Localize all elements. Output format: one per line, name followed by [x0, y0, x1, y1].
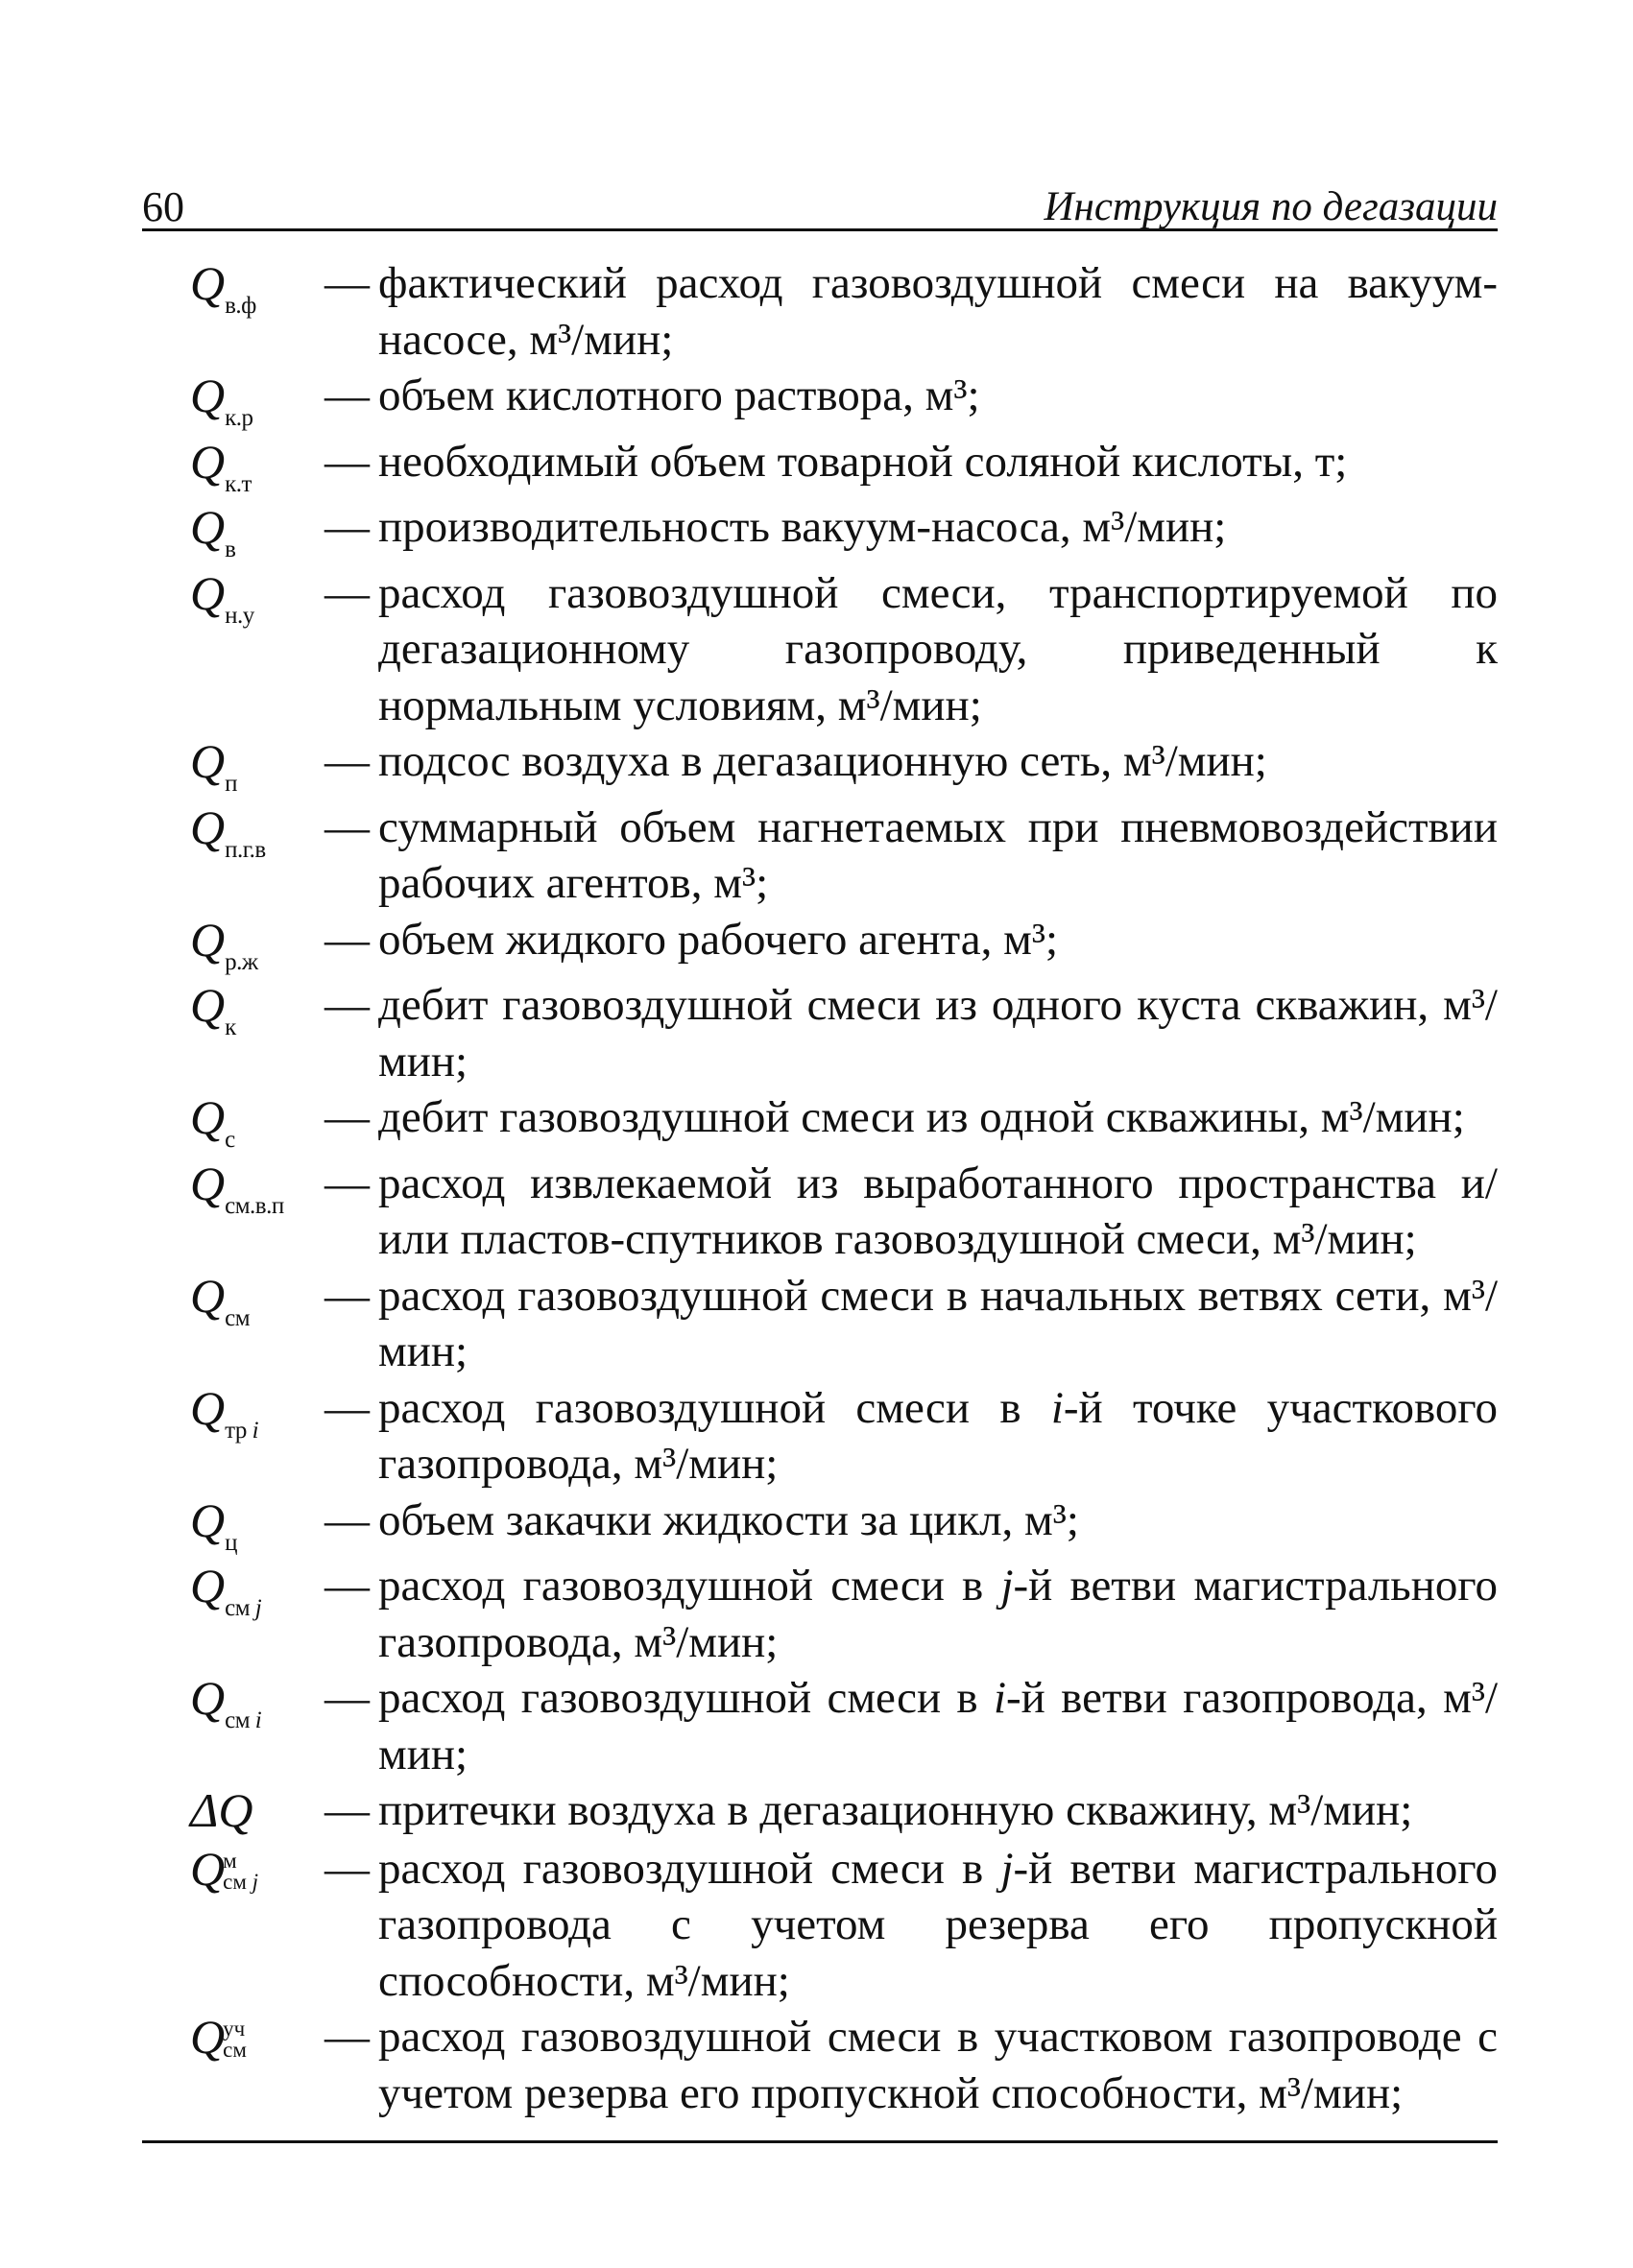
definition-row	[190, 368, 1498, 434]
symbol-subscript: см j	[225, 1595, 262, 1621]
symbol-superscript: м	[223, 1848, 237, 1873]
header-rule	[142, 228, 1498, 231]
symbol	[190, 1156, 324, 1222]
symbol-subscript: в	[225, 537, 236, 562]
symbol	[190, 977, 324, 1043]
symbol	[190, 1492, 324, 1559]
page-header	[142, 180, 1498, 234]
symbol-base: Q	[190, 1841, 226, 1896]
em-dash: —	[324, 1382, 370, 1433]
symbol-base: Q	[190, 1268, 226, 1323]
definition-row	[190, 800, 1498, 912]
symbol-subscript: п	[225, 771, 237, 797]
symbol-sup-sub	[223, 2018, 247, 2061]
symbol	[190, 499, 324, 565]
symbol-base: Q	[190, 734, 226, 788]
em-dash: —	[324, 258, 370, 308]
em-dash: —	[324, 1561, 370, 1611]
definition-row	[190, 912, 1498, 978]
symbol	[190, 368, 324, 434]
definition-text: объем кислотного раствора, м³;	[378, 370, 980, 420]
definition-row	[190, 1089, 1498, 1156]
definition-row	[190, 1670, 1498, 1782]
em-dash: —	[324, 1785, 370, 1835]
em-dash: —	[324, 1092, 370, 1142]
definition-row	[190, 1268, 1498, 1380]
symbol	[190, 1841, 324, 1899]
definition-text: расход газовоздушной смеси в i-й точке участкового газопровода, м³/мин;	[378, 1382, 1498, 1489]
em-dash: —	[324, 1270, 370, 1321]
definition-row	[190, 565, 1498, 734]
definition-text: суммарный объем нагнетаемых при пневмовоздействии рабочих агентов, м³;	[378, 801, 1498, 908]
symbol-base: Q	[190, 1671, 226, 1725]
definition-text: объем жидкого рабочего агента, м³;	[378, 914, 1059, 965]
symbol-base: Q	[190, 500, 226, 554]
em-dash: —	[324, 370, 370, 420]
definition-row	[190, 434, 1498, 500]
symbol	[190, 1380, 324, 1446]
definition-text: расход газовоздушной смеси в участковом газопроводе с учетом резерва его пропускной способности, м³/мин;	[378, 2012, 1498, 2118]
symbol	[190, 1558, 324, 1624]
em-dash: —	[324, 567, 370, 618]
symbol-base: Q	[190, 800, 226, 854]
symbol-base: Q	[190, 1492, 226, 1547]
em-dash: —	[324, 1494, 370, 1545]
definition-row	[190, 733, 1498, 800]
symbol-superscript: уч	[223, 2017, 246, 2041]
running-title: Инструкция по дегазации	[1044, 184, 1498, 229]
symbol-subscript: с	[225, 1127, 235, 1153]
symbol-subscript: см	[223, 2038, 247, 2062]
symbol-subscript: к	[225, 1015, 236, 1040]
symbol-definitions-list	[190, 255, 1498, 2121]
symbol-base: Q	[190, 1559, 226, 1612]
symbol-subscript: см.в.п	[225, 1192, 284, 1219]
em-dash: —	[324, 1843, 370, 1894]
definition-row	[190, 1492, 1498, 1559]
symbol-base: Q	[190, 256, 226, 310]
symbol	[190, 565, 324, 632]
definition-text: расход газовоздушной смеси, транспортируемой по дегазационному газопроводу, приведенный к нормальным условиям, м³/мин;	[378, 567, 1498, 730]
em-dash: —	[324, 980, 370, 1030]
definition-text: необходимый объем товарной соляной кислоты, т;	[378, 436, 1348, 487]
definition-text: притечки воздуха в дегазационную скважину, м³/мин;	[378, 1785, 1413, 1835]
definition-text: расход извлекаемой из выработанного пространства и/или пластов-спутников газовоздушной смеси, м³/мин;	[378, 1158, 1498, 1264]
symbol-base: Q	[190, 1156, 226, 1210]
definition-row	[190, 255, 1498, 368]
definition-text: расход газовоздушной смеси в j-й ветви магистрального газопровода, м³/мин;	[378, 1561, 1498, 1667]
symbol-base: Q	[190, 565, 226, 620]
symbol	[190, 1782, 324, 1841]
symbol-base: ΔQ	[190, 1783, 253, 1837]
symbol-base: Q	[190, 1090, 226, 1144]
definition-row	[190, 499, 1498, 565]
symbol	[190, 733, 324, 800]
symbol	[190, 2009, 324, 2067]
symbol-base: Q	[190, 2010, 226, 2064]
symbol	[190, 1089, 324, 1156]
definition-text: расход газовоздушной смеси в i-й ветви газопровода, м³/мин;	[378, 1673, 1498, 1779]
definition-row	[190, 1558, 1498, 1670]
symbol-subscript: п.г.в	[225, 836, 266, 863]
symbol-subscript: р.ж	[225, 948, 258, 975]
symbol-base: Q	[190, 1380, 226, 1435]
symbol-subscript: тр i	[225, 1417, 259, 1444]
symbol-base: Q	[190, 978, 226, 1032]
definition-row	[190, 1156, 1498, 1268]
symbol	[190, 800, 324, 866]
definition-text: дебит газовоздушной смеси из одного куста скважин, м³/мин;	[378, 980, 1498, 1086]
symbol-subscript: к.р	[225, 405, 253, 431]
definition-text: расход газовоздушной смеси в j-й ветви магистрального газопровода с учетом резерва его пропускной способности, м³/мин;	[378, 1843, 1498, 2006]
definition-text: объем закачки жидкости за цикл, м³;	[378, 1494, 1079, 1545]
em-dash: —	[324, 914, 370, 965]
symbol-sup-sub	[223, 1850, 258, 1893]
definition-text: подсос воздуха в дегазационную сеть, м³/мин;	[378, 736, 1267, 786]
definition-text: расход газовоздушной смеси в начальных ветвях сети, м³/мин;	[378, 1270, 1498, 1376]
symbol-subscript: н.у	[225, 602, 254, 629]
symbol	[190, 434, 324, 500]
symbol	[190, 255, 324, 322]
em-dash: —	[324, 1673, 370, 1723]
em-dash: —	[324, 801, 370, 852]
page-number: 60	[142, 183, 184, 230]
symbol	[190, 1670, 324, 1736]
symbol	[190, 912, 324, 978]
symbol-base: Q	[190, 912, 226, 967]
symbol-subscript: см i	[225, 1707, 262, 1733]
symbol-base: Q	[190, 369, 226, 422]
definition-row	[190, 1841, 1498, 2010]
footer-rule	[142, 2140, 1498, 2143]
symbol-subscript: ц	[225, 1529, 237, 1556]
symbol	[190, 1268, 324, 1334]
definition-text: фактический расход газовоздушной смеси на вакуум-насосе, м³/мин;	[378, 258, 1498, 365]
definition-row	[190, 977, 1498, 1089]
definition-row	[190, 1782, 1498, 1841]
symbol-subscript: см j	[223, 1869, 259, 1894]
symbol-subscript: см	[225, 1304, 251, 1331]
definition-text: дебит газовоздушной смеси из одной скважины, м³/мин;	[378, 1092, 1465, 1142]
definition-row	[190, 2009, 1498, 2121]
em-dash: —	[324, 436, 370, 487]
em-dash: —	[324, 1158, 370, 1208]
em-dash: —	[324, 736, 370, 786]
symbol-subscript: в.ф	[225, 293, 256, 319]
em-dash: —	[324, 502, 370, 552]
definition-row	[190, 1380, 1498, 1492]
em-dash: —	[324, 2012, 370, 2062]
definition-text: производительность вакуум-насоса, м³/мин;	[378, 502, 1227, 552]
symbol-base: Q	[190, 434, 226, 489]
symbol-subscript: к.т	[225, 470, 252, 497]
